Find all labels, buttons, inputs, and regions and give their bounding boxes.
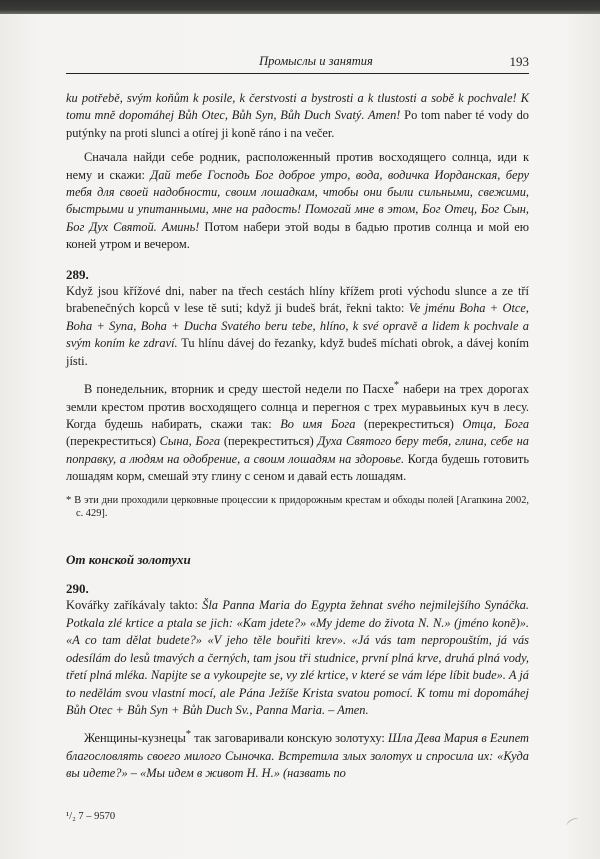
entry-number-289: 289. xyxy=(66,266,89,282)
footnote-marker: * xyxy=(185,729,192,741)
footnote: * В эти дни проходили церковные процессии к придорожным крестам и обходы полей [Агапкина 2002, с. 429]. xyxy=(66,494,529,520)
running-title: Промыслы и занятия xyxy=(259,54,373,68)
paragraph-russian-1: Сначала найди себе родник, расположенный против восходящего солнца, иди к нему и скажи: Дай тебе Господь Бог доброе утро, вода, водичка Иорданская, беру тебя для своей надобности, своим лошадкам, чтобы они были сильными, свежими, быстрыми и упитанными, мне на радость! Помогай мне в этом, Бог Отец, Бог Сын, Бог Дух Святой. Аминь! Потом набери этой воды в бадью против солнца и мой ею коней утром и вечером. xyxy=(66,150,529,252)
paragraph-czech-290: Kovářky zaříkávaly takto: Šla Panna Maria do Egypta žehnat svého nejmilejšího Synáčka. Potkala zlé krtice a ptala se jich: «Kam jdete?» «My jdeme do života N. N.» (jméno koně)». «A co tam dělat budete?» «V jeho těle bouřiti krev». «Já vás tam nepropouštím, já vás odesílám do lesů tmavých a černých, tam jsou tři studnice, první plná krve, druhá plná vody, třetí plná mléka. Napijte se a vykoupejte se, vy zlé krtice, v které se vám lépe líbit bude». A já to nedělám svou vlastní mocí, ale Pána Ježíše Krista svatou pomocí. K tomu mi dopomáhej Bůh Otec + Bůh Syn + Bůh Duch Sv., Panna Maria. – Amen. xyxy=(66,598,529,717)
scan-mark-icon: ⌒ xyxy=(565,816,586,837)
paragraph-russian-290: Женщины-кузнецы* так заговаривали конскую золотуху: Шла Дева Мария в Египет благословлять своего милого Сыночка. Встретила злых золотух и спросила их: «Куда вы идете?» – «Мы идем в живот Н. Н.» (назвать по xyxy=(66,729,529,781)
entry-number-290: 290. xyxy=(66,581,89,597)
running-header xyxy=(66,51,529,74)
printer-signature: ¹/₂ 7 – 9570 xyxy=(66,811,116,822)
paragraph-czech-289: Když jsou křížové dni, naber na třech cestách hlíny křížem proti východu slunce a ze tří brabenečných kopců v lese tě suti; když ji budeš brát, řekni takto: Ve jménu Boha + Otce, Boha + Syna, Boha + Ducha Svatého beru tebe, hlíno, k své opravě a lidem k pochvale a svým koním ke zdraví. Tu hlínu dávej do řezanky, když budeš míchati obrok, a dávej koním jísti. xyxy=(66,284,529,368)
paragraph-russian-289: В понедельник, вторник и среду шестой недели по Пасхе* набери на трех дорогах земли крестом против восходящего солнца и перегноя с трех муравьиных куч в лесу. Когда будешь набирать, скажи так: Во имя Бога (перекреститься) Отца, Бога (перекреститься) Сына, Бога (перекреститься) Духа Святого беру тебя, глина, себе на поправку, а людям на одобрение, а своим лошадям на здоровье. Когда будешь готовить лошадям корм, смешай эту глину с сеном и давай есть лошадям. xyxy=(66,380,530,484)
page-number: 193 xyxy=(509,54,529,69)
footnote-marker: * xyxy=(393,380,399,392)
paragraph-czech-1: ku potřebě, svým koňům k posile, k čerstvosti a bystrosti a k tlustosti a sobě k pochvale! K tomu mně dopomáhej Bůh Otec, Bůh Syn, Bůh Duch Svatý. Amen! Po tom naber té vody do putýnky na proti slunci a otírej ji koně ráno i na večer. xyxy=(66,91,530,140)
scan-edge xyxy=(0,0,600,14)
page-body xyxy=(66,90,529,783)
section-title: От конской золотухи xyxy=(66,551,191,567)
